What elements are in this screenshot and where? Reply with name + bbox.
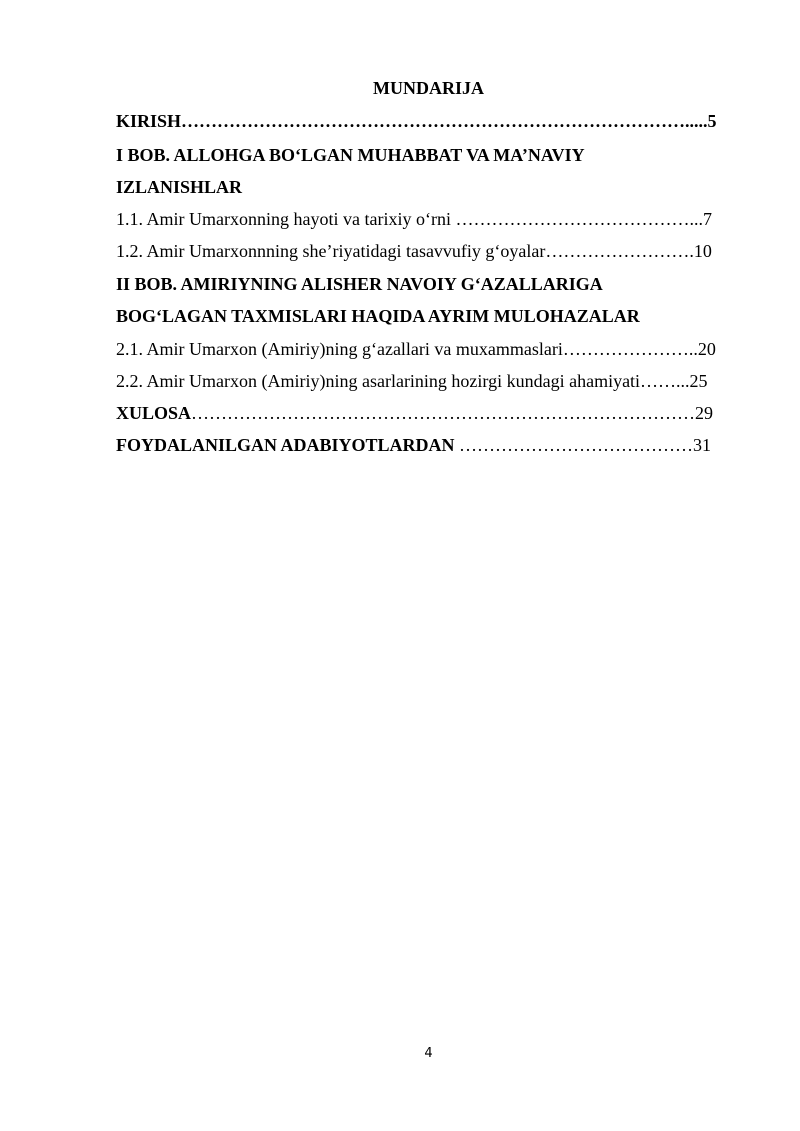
toc-conclusion-leader: …………………………………………………………………………29 — [191, 403, 714, 423]
toc-conclusion-label: XULOSA — [116, 403, 192, 423]
toc-entry-conclusion — [116, 402, 713, 424]
toc-chapter-1-heading-line-1: I BOB. ALLOHGA BO‘LGAN MUHABBAT VA MA’NAVIY — [116, 145, 585, 165]
toc-entry-intro: KIRISH………………………………………………………………………….....5 — [116, 111, 717, 131]
page-title: MUNDARIJA — [373, 78, 484, 98]
toc-chapter-2-heading-line-2: BOG‘LAGAN TAXMISLARI HAQIDA AYRIM MULOHAZALAR — [116, 306, 640, 326]
toc-references-label: FOYDALANILGAN ADABIYOTLARDAN — [116, 435, 455, 455]
toc-entry-section-2-2: 2.2. Amir Umarxon (Amiriy)ning asarlarining hozirgi kundagi ahamiyati……...25 — [116, 371, 708, 391]
toc-entry-section-2-1: 2.1. Amir Umarxon (Amiriy)ning g‘azallari va muxammaslari…………………..20 — [116, 339, 716, 359]
toc-entry-section-1-1: 1.1. Amir Umarxonning hayoti va tarixiy o‘rni …………………………………...7 — [116, 209, 712, 229]
toc-references-leader: …………………………………31 — [454, 435, 712, 455]
toc-chapter-2-heading-line-1: II BOB. AMIRIYNING ALISHER NAVOIY G‘AZALLARIGA — [116, 274, 603, 294]
page-number: 4 — [424, 1046, 433, 1061]
toc-entry-references — [116, 434, 711, 456]
toc-entry-section-1-2: 1.2. Amir Umarxonnning she’riyatidagi tasavvufiy g‘oyalar…………………….10 — [116, 241, 712, 261]
toc-chapter-1-heading-line-2: IZLANISHLAR — [116, 177, 243, 197]
